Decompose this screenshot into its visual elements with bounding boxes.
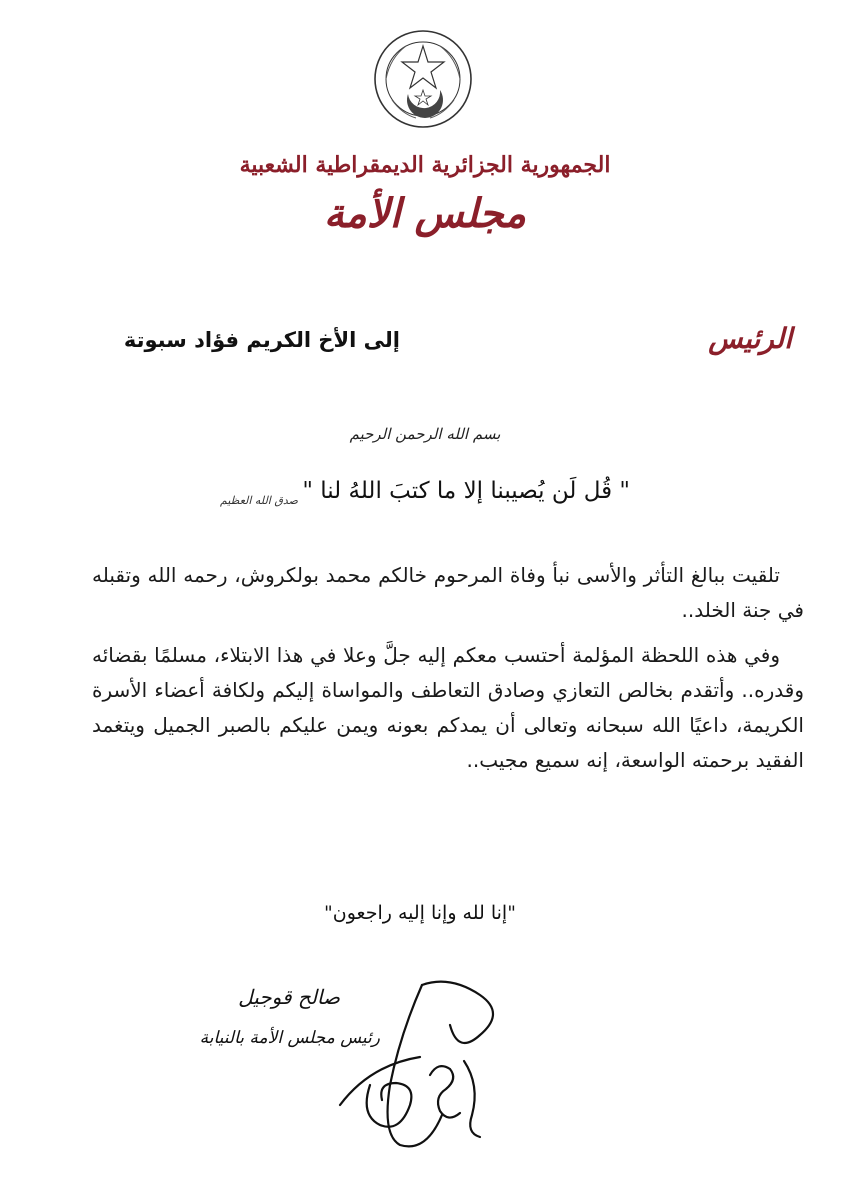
basmala: بسم الله الرحمن الرحيم <box>349 425 501 443</box>
header-council-name: مجلس الأمة <box>323 190 527 237</box>
signatory-name: صالح قوجيل <box>238 985 340 1009</box>
state-seal-emblem <box>372 28 474 130</box>
body-paragraph-2: وفي هذه اللحظة المؤلمة أحتسب معكم إليه جلَّ وعلا في هذا الابتلاء، مسلمًا بقضائه وقدره.. وأتقدم بخالص التعازي وصادق التعاطف والمواساة إليكم ولكافة أعضاء الأسرة الكريمة، داعيًا الله سبحانه وتعالى أن يمدكم بعونه ويمن عليكم بالصبر الجميل ويتغمد الفقيد برحمته الواسعة، إنه سميع مجيب.. <box>92 643 804 772</box>
letter-body <box>92 558 804 788</box>
body-paragraph-1: تلقيت ببالغ التأثر والأسى نبأ وفاة المرحوم خالكم محمد بولكروش، رحمه الله وتقبله في جنة الخلد.. <box>92 563 804 622</box>
header-republic-name: الجمهورية الجزائرية الديمقراطية الشعبية <box>239 152 611 178</box>
quran-verse: " قُل لَن يُصيبنا إلا ما كتبَ اللهُ لنا " <box>302 478 630 504</box>
handwritten-signature <box>330 965 520 1155</box>
signatory-title: رئيس مجلس الأمة بالنيابة <box>199 1028 380 1048</box>
closing-phrase: "إنا لله وإنا إليه راجعون" <box>324 902 516 924</box>
president-mark: الرئيس <box>708 322 792 355</box>
addressee-line: إلى الأخ الكريم فؤاد سبوتة <box>123 328 400 352</box>
verse-attribution: صدق الله العظيم <box>220 494 298 507</box>
